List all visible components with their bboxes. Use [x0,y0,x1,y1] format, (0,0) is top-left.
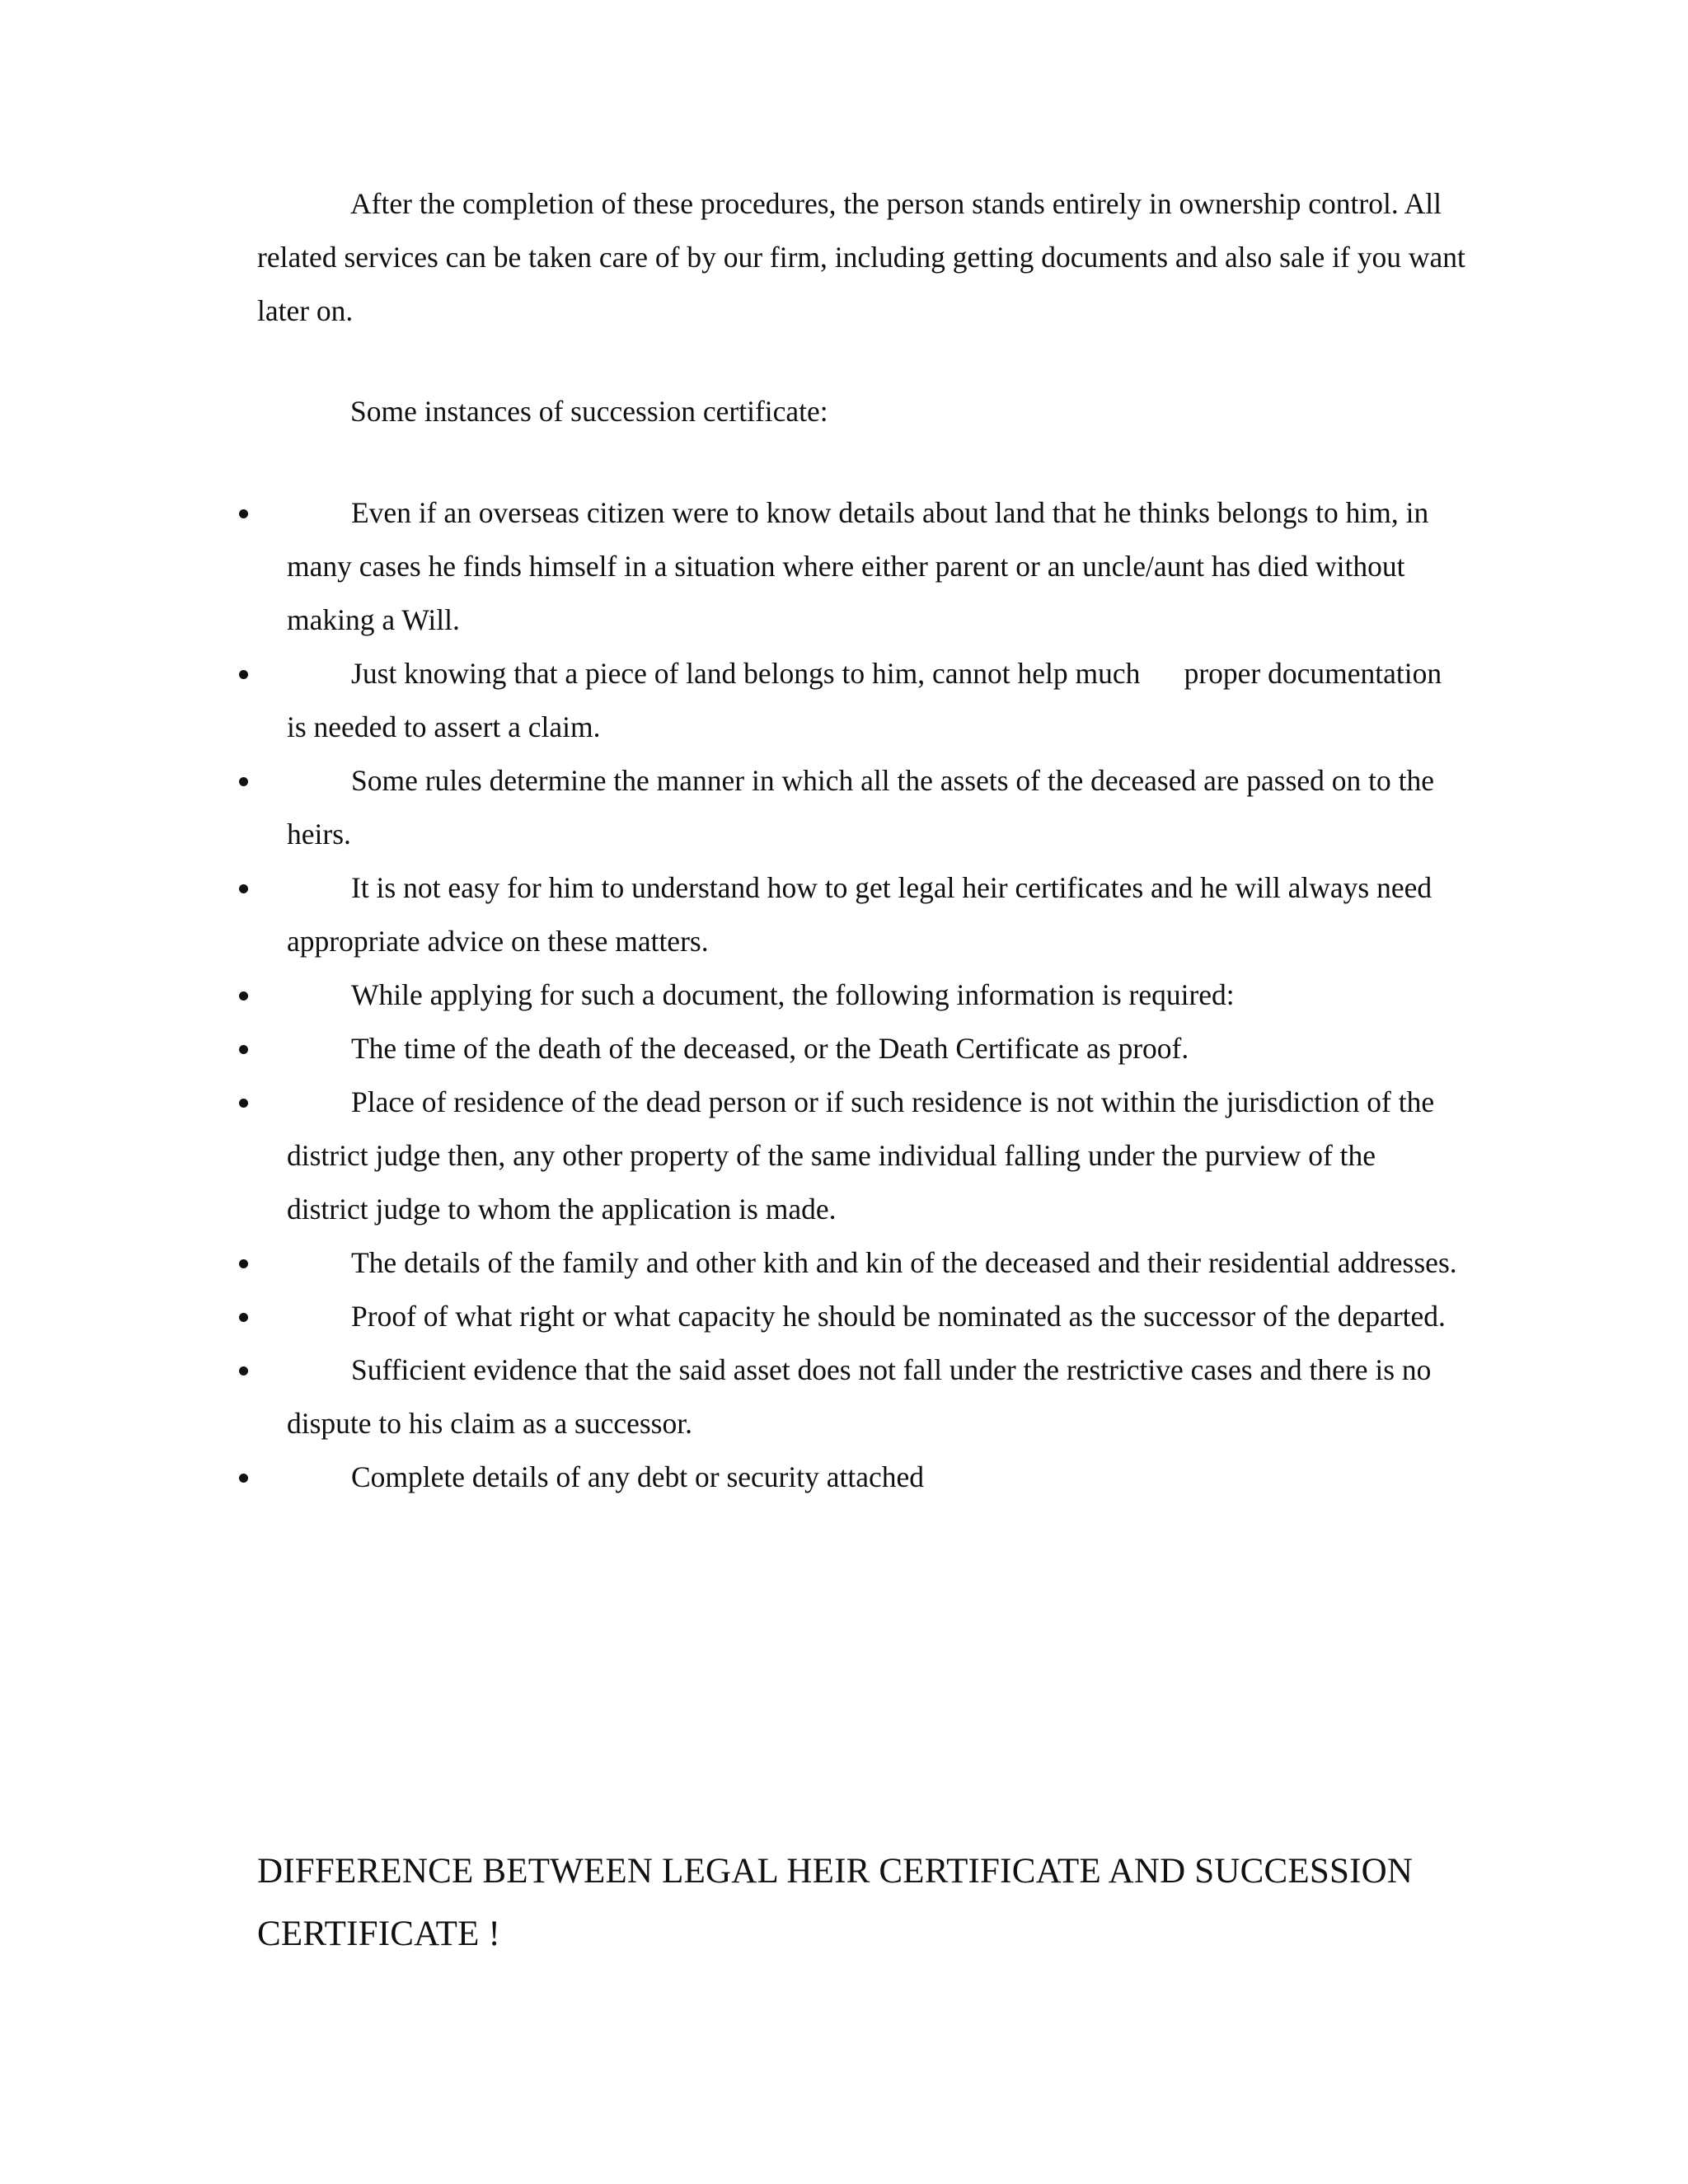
bullet-icon [239,509,248,518]
list-item [239,486,1459,647]
list-item-text: The time of the death of the deceased, or the Death Certificate as proof. [351,1032,1189,1065]
list-item [239,1343,1459,1451]
instances-heading: Some instances of succession certificate: [350,395,828,428]
section-heading: DIFFERENCE BETWEEN LEGAL HEIR CERTIFICATE AND SUCCESSION CERTIFICATE ! [257,1852,1414,1953]
list-item-text: While applying for such a document, the following information is required: [351,978,1235,1011]
list-item [239,1290,1459,1343]
bullet-icon [239,1366,248,1376]
list-item-text: Even if an overseas citizen were to know details about land that he thinks belongs to him, in many cases he finds himself in a situation where either parent or an uncle/aunt has died without making a Will. [287,496,1429,636]
list-item-text: Proof of what right or what capacity he should be nominated as the successor of the departed. [351,1300,1446,1333]
bullet-icon [239,884,248,893]
bullet-icon [239,1259,248,1268]
list-item [239,968,1459,1022]
list-item [239,861,1459,968]
list-item [239,1076,1459,1236]
list-item-text: Some rules determine the manner in which all the assets of the deceased are passed on to the heirs. [287,764,1435,851]
list-item-text: Just knowing that a piece of land belongs to him, cannot help much proper documentation is needed to assert a claim. [287,657,1449,743]
list-item [239,1451,1459,1504]
list-item [239,1236,1459,1290]
list-item [239,1022,1459,1076]
bullet-icon [239,1099,248,1108]
list-item-text: Place of residence of the dead person or if such residence is not within the jurisdiction of the district judge then, any other property of the same individual falling under the purview of the district judge to whom the application is made. [287,1085,1435,1226]
bullet-icon [239,991,248,1001]
bullet-icon [239,777,248,786]
bullet-icon [239,1474,248,1483]
bullet-icon [239,1045,248,1054]
list-item [239,754,1459,861]
list-item [239,647,1459,754]
list-item-text: Sufficient evidence that the said asset does not fall under the restrictive cases and there is no dispute to his claim as a successor. [287,1353,1432,1440]
bullet-icon [239,670,248,679]
intro-paragraph: After the completion of these procedures, the person stands entirely in ownership control. All related services can be taken care of by our firm, including getting documents and also sale if you want later on. [257,187,1465,327]
list-item-text: It is not easy for him to understand how to get legal heir certificates and he will always need appropriate advice on these matters. [287,871,1432,958]
bullet-list [239,486,1459,1504]
list-item-text: The details of the family and other kith and kin of the deceased and their residential addresses. [351,1246,1457,1279]
bullet-icon [239,1313,248,1322]
list-item-text: Complete details of any debt or security attached [351,1460,924,1493]
